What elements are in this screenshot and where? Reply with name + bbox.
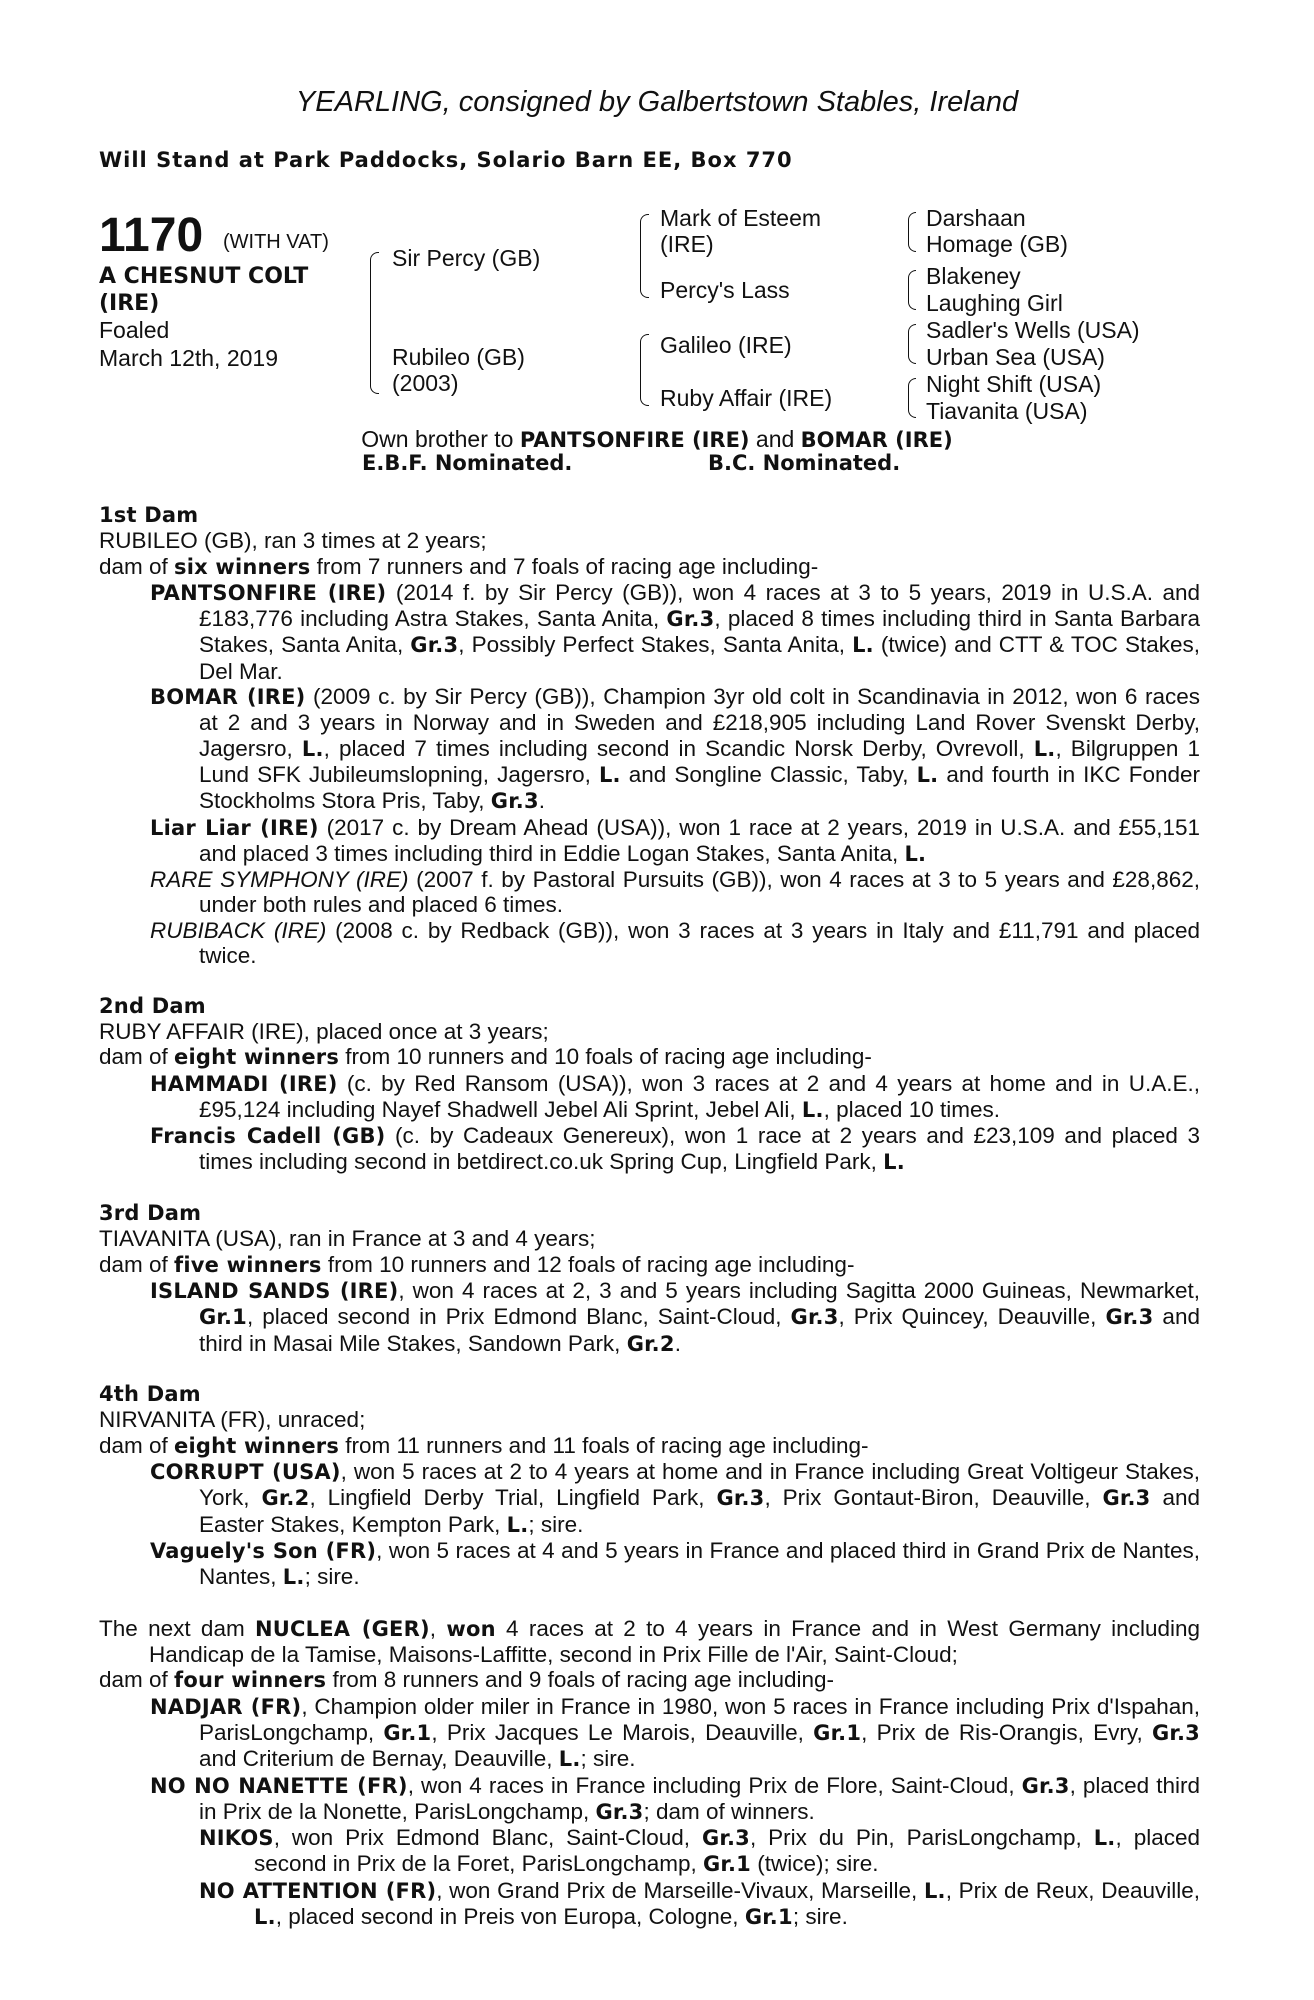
text: , won Prix Edmond Blanc, Saint-Cloud, [273,1825,702,1851]
pedigree-grandparent: Laughing Girl [926,290,1063,316]
bold-text: L. [916,762,939,787]
bold-text: L. [254,1905,276,1930]
bold-text: Vaguely's Son (FR) [150,1538,377,1563]
text: dam of [99,553,175,579]
bold-text: L. [801,1097,824,1122]
bold-text: Gr.3 [595,1799,644,1824]
bold-text: Gr.2 [626,1331,675,1356]
bold-text: L. [923,1878,946,1903]
bold-text: Gr.1 [813,1720,862,1745]
text: dam of [99,1432,175,1458]
text: TIAVANITA (USA), ran in France at 3 and 4 years; [99,1226,596,1252]
progeny-entry [99,1459,1200,1538]
text: dam of [99,1251,175,1277]
pedigree-grandparent: Blakeney [926,263,1021,289]
produce-record [99,503,1200,1956]
text: , Champion older miler in France in 1980, won 5 races in France including Prix d'Ispahan, ParisLongchamp, [199,1693,1201,1745]
progeny-entry [99,1538,1200,1591]
progeny-entry [99,918,1200,969]
italic-text: RUBIBACK (IRE) [150,917,327,943]
horse-description: A CHESNUT COLT [99,264,309,289]
stabling-location: Will Stand at Park Paddocks, Solario Barn EE, Box 770 [99,148,793,172]
own-brother-text: Own brother to [361,426,520,452]
pedigree-grandparent: Urban Sea (USA) [926,344,1105,370]
dam-section [99,1616,1200,1931]
text: , Prix du Pin, ParisLongchamp, [749,1825,1094,1851]
bold-text: L. [1093,1826,1116,1851]
bold-text: Gr.3 [701,1826,750,1851]
bold-text: Gr.3 [410,633,459,658]
foaled-date: March 12th, 2019 [99,345,279,371]
text: , Prix Jacques Le Marois, Deauville, [431,1719,814,1745]
bold-text: Gr.3 [716,1486,765,1511]
pedigree-brace [640,214,649,298]
text: and Easter Stakes, Kempton Park, [199,1485,1200,1537]
text: , Prix Gontaut-Biron, Deauville, [764,1485,1103,1511]
progeny-entry [99,867,1200,918]
text: , [429,1615,447,1641]
bold-text: Gr.1 [744,1905,793,1930]
pedigree-dam-dam: Ruby Affair (IRE) [660,385,833,411]
text: , Prix de Reux, Deauville, [945,1877,1201,1903]
text: , placed 7 times including second in Scandic Norsk Derby, Ovrevoll, [323,735,1034,761]
text: and third in Masai Mile Stakes, Sandown Park, [199,1304,1200,1356]
text: and Songline Classic, Taby, [620,761,917,787]
bold-text: four winners [174,1668,327,1693]
dam-section [99,1201,1200,1357]
dam-summary [99,1226,1200,1251]
bold-text: NUCLEA (GER) [255,1616,430,1641]
text: (2017 c. by Dream Ahead (USA)), won 1 race at 2 years, 2019 in U.S.A. and £55,151 and placed 3 times including third in Eddie Logan Stakes, Santa Anita, [199,814,1200,866]
bc-nominated: B.C. Nominated. [708,451,901,475]
text: from 8 runners and 9 foals of racing age including- [326,1667,835,1693]
text: from 10 runners and 12 foals of racing age including- [321,1251,855,1277]
text: ; dam of winners. [643,1798,815,1824]
bold-text: Francis Cadell (GB) [150,1124,386,1149]
text: , won 4 races at 2, 3 and 5 years including Sagitta 2000 Guineas, Newmarket, [398,1277,1200,1303]
bold-text: L. [301,736,324,761]
text: dam of [99,1667,175,1693]
bold-text: PANTSONFIRE (IRE) [150,580,387,605]
text: (twice); sire. [750,1851,879,1877]
progeny-entry [99,684,1200,814]
bold-text: Gr.1 [383,1720,432,1745]
bold-text: Liar Liar (IRE) [150,815,319,840]
bold-text: NO ATTENTION (FR) [199,1878,437,1903]
progeny-entry [99,1694,1200,1773]
text: . [538,788,546,814]
italic-text: RARE SYMPHONY (IRE) [150,867,409,893]
text: , won 5 races at 4 and 5 years in France and placed third in Grand Prix de Nantes, Nantes, [199,1537,1200,1590]
bold-text: eight winners [174,1433,340,1458]
bold-text: L. [883,1150,905,1175]
text: , placed second in Preis von Europa, Cologne, [275,1904,745,1930]
text: ; sire. [304,1564,360,1590]
dam-summary [99,1616,1200,1668]
bold-text: Gr.3 [490,789,539,814]
text: , placed second in Prix de la Foret, ParisLongchamp, [254,1825,1200,1877]
progeny-entry [99,1123,1200,1176]
text: ; sire. [580,1746,636,1772]
bold-text: won [446,1616,496,1641]
text: and Criterium de Bernay, Deauville, [199,1746,559,1772]
bold-text: BOMAR (IRE) [150,685,306,710]
foaled-label: Foaled [99,317,170,343]
dam-summary [99,1252,1200,1278]
text: RUBILEO (GB), ran 3 times at 2 years; [99,528,487,554]
text: dam of [99,1044,175,1070]
text: from 11 runners and 11 foals of racing age including- [339,1432,869,1458]
vat-note: (WITH VAT) [223,231,329,253]
text: from 7 runners and 7 foals of racing age including- [310,553,819,579]
dam-summary [99,554,1200,580]
dam-summary [99,1019,1200,1044]
bold-text: Gr.3 [1021,1773,1070,1798]
bold-text: ISLAND SANDS (IRE) [150,1278,399,1303]
section-heading: 1st Dam [99,503,199,527]
bold-text: five winners [174,1252,322,1277]
progeny-entry [99,1278,1200,1357]
bold-text: CORRUPT (USA) [150,1459,341,1484]
bold-text: eight winners [174,1045,340,1070]
text: , Prix Quincey, Deauville, [838,1304,1106,1330]
sibling-name: BOMAR (IRE) [800,428,953,452]
pedigree-sire-sire-country: (IRE) [660,231,714,257]
text: , Prix de Ris-Orangis, Evry, [861,1719,1152,1745]
progeny-entry [99,815,1200,868]
text: , placed 8 times including third in Santa Barbara Stakes, Santa Anita, [199,606,1200,658]
text: (2014 f. by Sir Percy (GB)), won 4 races at 3 to 5 years, 2019 in U.S.A. and £183,776 including Astra Stakes, Santa Anita, [199,579,1201,632]
dam-summary [99,1044,1200,1070]
pedigree-sire-sire: Mark of Esteem [660,205,822,231]
text: The next dam [99,1615,256,1641]
pedigree-grandparent: Darshaan [926,205,1026,231]
pedigree-dam: Rubileo (GB) [392,344,525,370]
pedigree-sire-dam: Percy's Lass [660,277,790,303]
progeny-entry [99,1071,1200,1124]
dam-summary [99,1433,1200,1459]
text: NIRVANITA (FR), unraced; [99,1407,366,1433]
bold-text: Gr.1 [199,1305,247,1330]
bold-text: Gr.1 [702,1852,751,1877]
text: , Lingfield Derby Trial, Lingfield Park, [309,1485,717,1511]
text: (2007 f. by Pastoral Pursuits (GB)), won 4 races at 3 to 5 years and £28,862, under both rules and placed 6 times. [199,867,1200,918]
ebf-nominated: E.B.F. Nominated. [362,451,573,475]
text: ; sire. [792,1904,848,1930]
text: , Bilgruppen 1 Lund SFK Jubileumslopning, Jagersro, [199,735,1201,787]
bold-text: L. [506,1512,529,1537]
catalogue-title: YEARLING, consigned by Galbertstown Stables, Ireland [295,86,1019,118]
dam-section [99,994,1200,1176]
section-heading: 4th Dam [99,1382,201,1407]
bold-text: six winners [174,554,311,579]
text: (c. by Cadeaux Genereux), won 1 race at 2 years and £23,109 and placed 3 times including second in betdirect.co.uk Spring Cup, Lingfield Park, [199,1123,1200,1175]
bold-text: Gr.3 [1105,1305,1154,1330]
dam-summary [99,1407,1200,1432]
pedigree-brace [908,270,916,310]
text: ; sire. [528,1511,584,1537]
dam-section [99,503,1200,968]
section-heading: 2nd Dam [99,993,206,1018]
bold-text: Gr.2 [261,1486,310,1511]
bold-text: L. [558,1747,581,1772]
text: 4 races at 2 to 4 years in France and in West Germany including Handicap de la Tamise, Maisons-Laffitte, second in Prix Fille de l'Air, Saint-Cloud; [149,1615,1201,1668]
sibling-name: PANTSONFIRE (IRE) [519,428,750,452]
pedigree-dam-year: (2003) [392,370,459,396]
pedigree-brace [908,324,916,364]
bold-text: NADJAR (FR) [150,1694,302,1719]
pedigree-brace [908,212,916,252]
own-brother-note [0,428,1314,451]
bold-text: NIKOS [199,1826,274,1851]
bold-text: Gr.3 [1152,1720,1200,1745]
bold-text: L. [598,762,621,787]
text: , won 5 races at 2 to 4 years at home and in France including Great Voltigeur Stakes, York, [199,1458,1200,1511]
section-heading: 3rd Dam [99,1201,202,1226]
bold-text: L. [904,841,927,866]
pedigree-brace [370,252,379,394]
text: (2009 c. by Sir Percy (GB)), Champion 3yr old colt in Scandinavia in 2012, won 6 races at 2 and 3 years in Norway and in Sweden and £218,905 including Land Rover Svenskt Derby, Jagersro, [199,684,1200,761]
text: (twice) and CTT & TOC Stakes, Del Mar. [199,632,1200,684]
pedigree-sire: Sir Percy (GB) [392,245,541,271]
progeny-entry [99,1825,1200,1878]
pedigree-grandparent: Night Shift (USA) [926,371,1102,397]
progeny-entry [99,580,1200,684]
text: , won 4 races in France including Prix de Flore, Saint-Cloud, [407,1772,1022,1798]
progeny-entry [99,1878,1200,1931]
bold-text: Gr.3 [666,607,715,632]
bold-text: HAMMADI (IRE) [150,1071,338,1096]
text: RUBY AFFAIR (IRE), placed once at 3 years; [99,1018,549,1044]
bold-text: Gr.3 [790,1305,839,1330]
horse-country: (IRE) [99,291,160,316]
text: , placed 10 times. [823,1096,1000,1122]
text: (2008 c. by Redback (GB)), won 3 races at 3 years in Italy and £11,791 and placed twice. [199,917,1200,969]
bold-text: Gr.3 [1102,1486,1151,1511]
own-brother-text: and [749,426,801,452]
text: , won Grand Prix de Marseille-Vivaux, Marseille, [436,1877,924,1903]
text: , placed third in Prix de la Nonette, ParisLongchamp, [199,1772,1201,1824]
dam-summary [99,1667,1200,1693]
text: , Possibly Perfect Stakes, Santa Anita, [458,632,853,658]
dam-summary [99,528,1200,553]
progeny-entry [99,1773,1200,1826]
dam-section [99,1382,1200,1590]
lot-number: 1170 [99,209,204,262]
text: (c. by Red Ransom (USA)), won 3 races at 2 and 4 years at home and in U.A.E., £95,124 including Nayef Shadwell Jebel Ali Sprint, Jebel Ali, [199,1070,1200,1122]
pedigree-grandparent: Tiavanita (USA) [926,398,1088,424]
text: . [674,1330,681,1356]
pedigree-grandparent: Homage (GB) [926,231,1068,257]
text: from 10 runners and 10 foals of racing age including- [339,1044,872,1070]
bold-text: L. [852,633,874,658]
pedigree-dam-sire: Galileo (IRE) [660,332,792,358]
text: , placed second in Prix Edmond Blanc, Saint-Cloud, [247,1304,791,1330]
bold-text: L. [282,1565,305,1590]
bold-text: NO NO NANETTE (FR) [150,1773,408,1798]
pedigree-brace [908,378,916,418]
pedigree-grandparent: Sadler's Wells (USA) [926,317,1140,343]
text: and fourth in IKC Fonder Stockholms Stora Pris, Taby, [199,761,1200,814]
bold-text: L. [1033,736,1056,761]
pedigree-brace [640,334,649,406]
